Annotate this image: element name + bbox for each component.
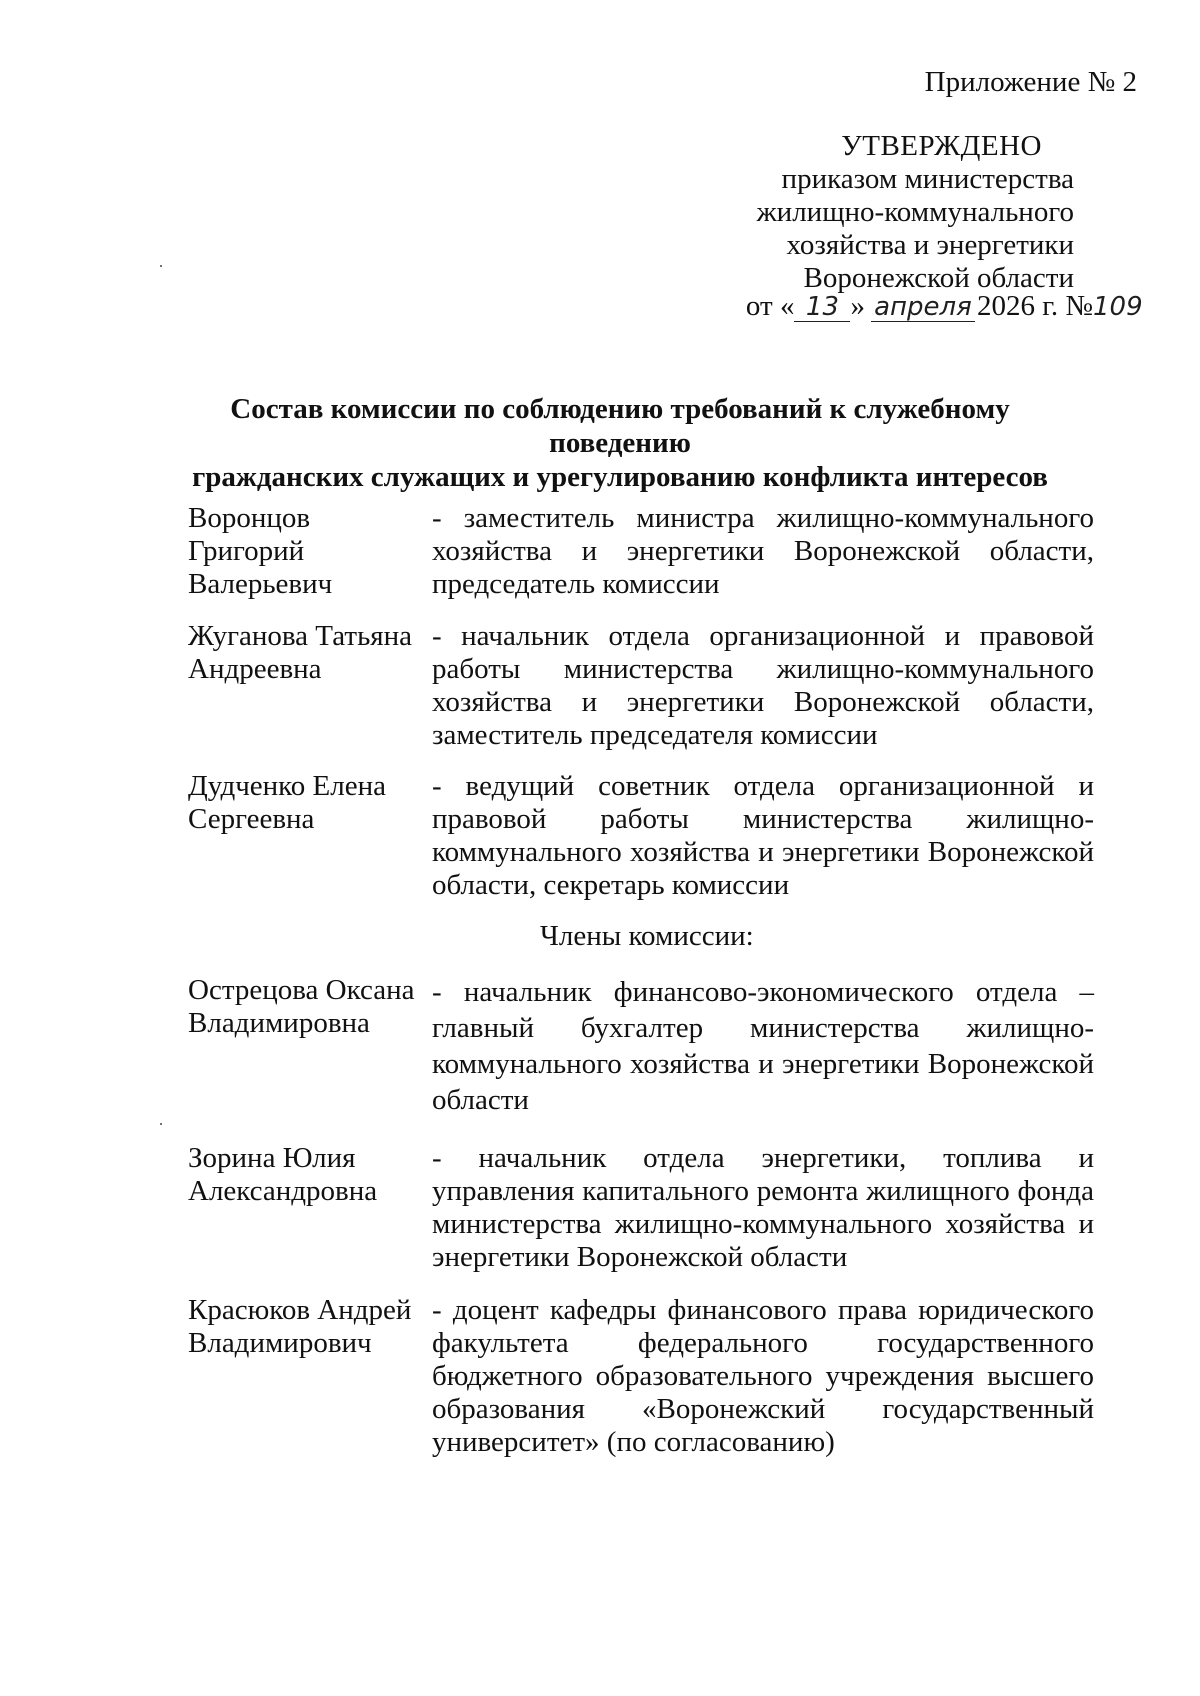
order-day-handwritten: 13 [794,293,850,322]
name-line: Григорий [188,535,305,567]
member-name [188,770,420,836]
approval-line: хозяйства и энергетики [786,229,1074,261]
name-line: Сергеевна [188,803,315,835]
member-name [188,974,420,1040]
member-description: - начальник отдела энергетики, топлива и управления капитального ремонта жилищного фонда министерства жилищно-коммунального хозяйства и энергетики Воронежской области [432,1142,1094,1273]
name-line: Красюков Андрей [188,1294,412,1326]
member-name [188,1142,420,1208]
name-line: Воронцов [188,502,311,534]
member-description: - доцент кафедры финансового права юридического факультета федерального государственного бюджетного образовательного учреждения высшего образования «Воронежский государственный университет» (по согласованию) [432,1294,1094,1458]
name-line: Жуганова Татьяна [188,620,413,652]
name-line: Владимировна [188,1007,370,1039]
name-line: Дудченко Елена [188,770,387,802]
order-quote-close: » [850,290,865,322]
member-description: - ведущий советник отдела организационной и правовой работы министерства жилищно-коммунального хозяйства и энергетики Воронежской области, секретарь комиссии [432,770,1094,901]
member-name [188,620,420,686]
name-line: Острецова Оксана [188,974,415,1006]
order-reference [745,290,1143,323]
approval-line: приказом министерства [781,163,1074,195]
scan-speck [160,265,162,267]
order-month-handwritten: апреля [871,293,975,322]
member-description: - начальник отдела организационной и правовой работы министерства жилищно-коммунального хозяйства и энергетики Воронежской области, заместитель председателя комиссии [432,620,1094,751]
scan-speck [160,1123,162,1125]
document-title [170,392,1070,494]
approval-block [654,130,1074,295]
approved-stamp-word: УТВЕРЖДЕНО [841,130,1042,162]
name-line: Александровна [188,1175,378,1207]
title-line-1: Состав комиссии по соблюдению требований к служебному поведению [230,393,1010,459]
member-name [188,1294,420,1360]
approval-line: жилищно-коммунального [756,196,1074,228]
title-line-2: гражданских служащих и урегулированию конфликта интересов [192,461,1048,493]
approval-line: Воронежской области [803,262,1074,294]
member-description: - заместитель министра жилищно-коммунального хозяйства и энергетики Воронежской области, председатель комиссии [432,502,1094,600]
name-line: Зорина Юлия [188,1142,356,1174]
name-line: Андреевна [188,653,322,685]
order-year: 2026 г. № [976,290,1093,322]
order-prefix: от « [745,290,795,322]
name-line: Владимирович [188,1327,372,1359]
members-heading: Члены комиссии: [540,920,754,952]
order-number-handwritten: 109 [1093,292,1143,322]
appendix-label: Приложение № 2 [924,66,1137,98]
name-line: Валерьевич [188,568,333,600]
member-description: - начальник финансово-экономического отдела – главный бухгалтер министерства жилищно-коммунального хозяйства и энергетики Воронежской области [432,976,1094,1116]
member-name [188,502,420,601]
